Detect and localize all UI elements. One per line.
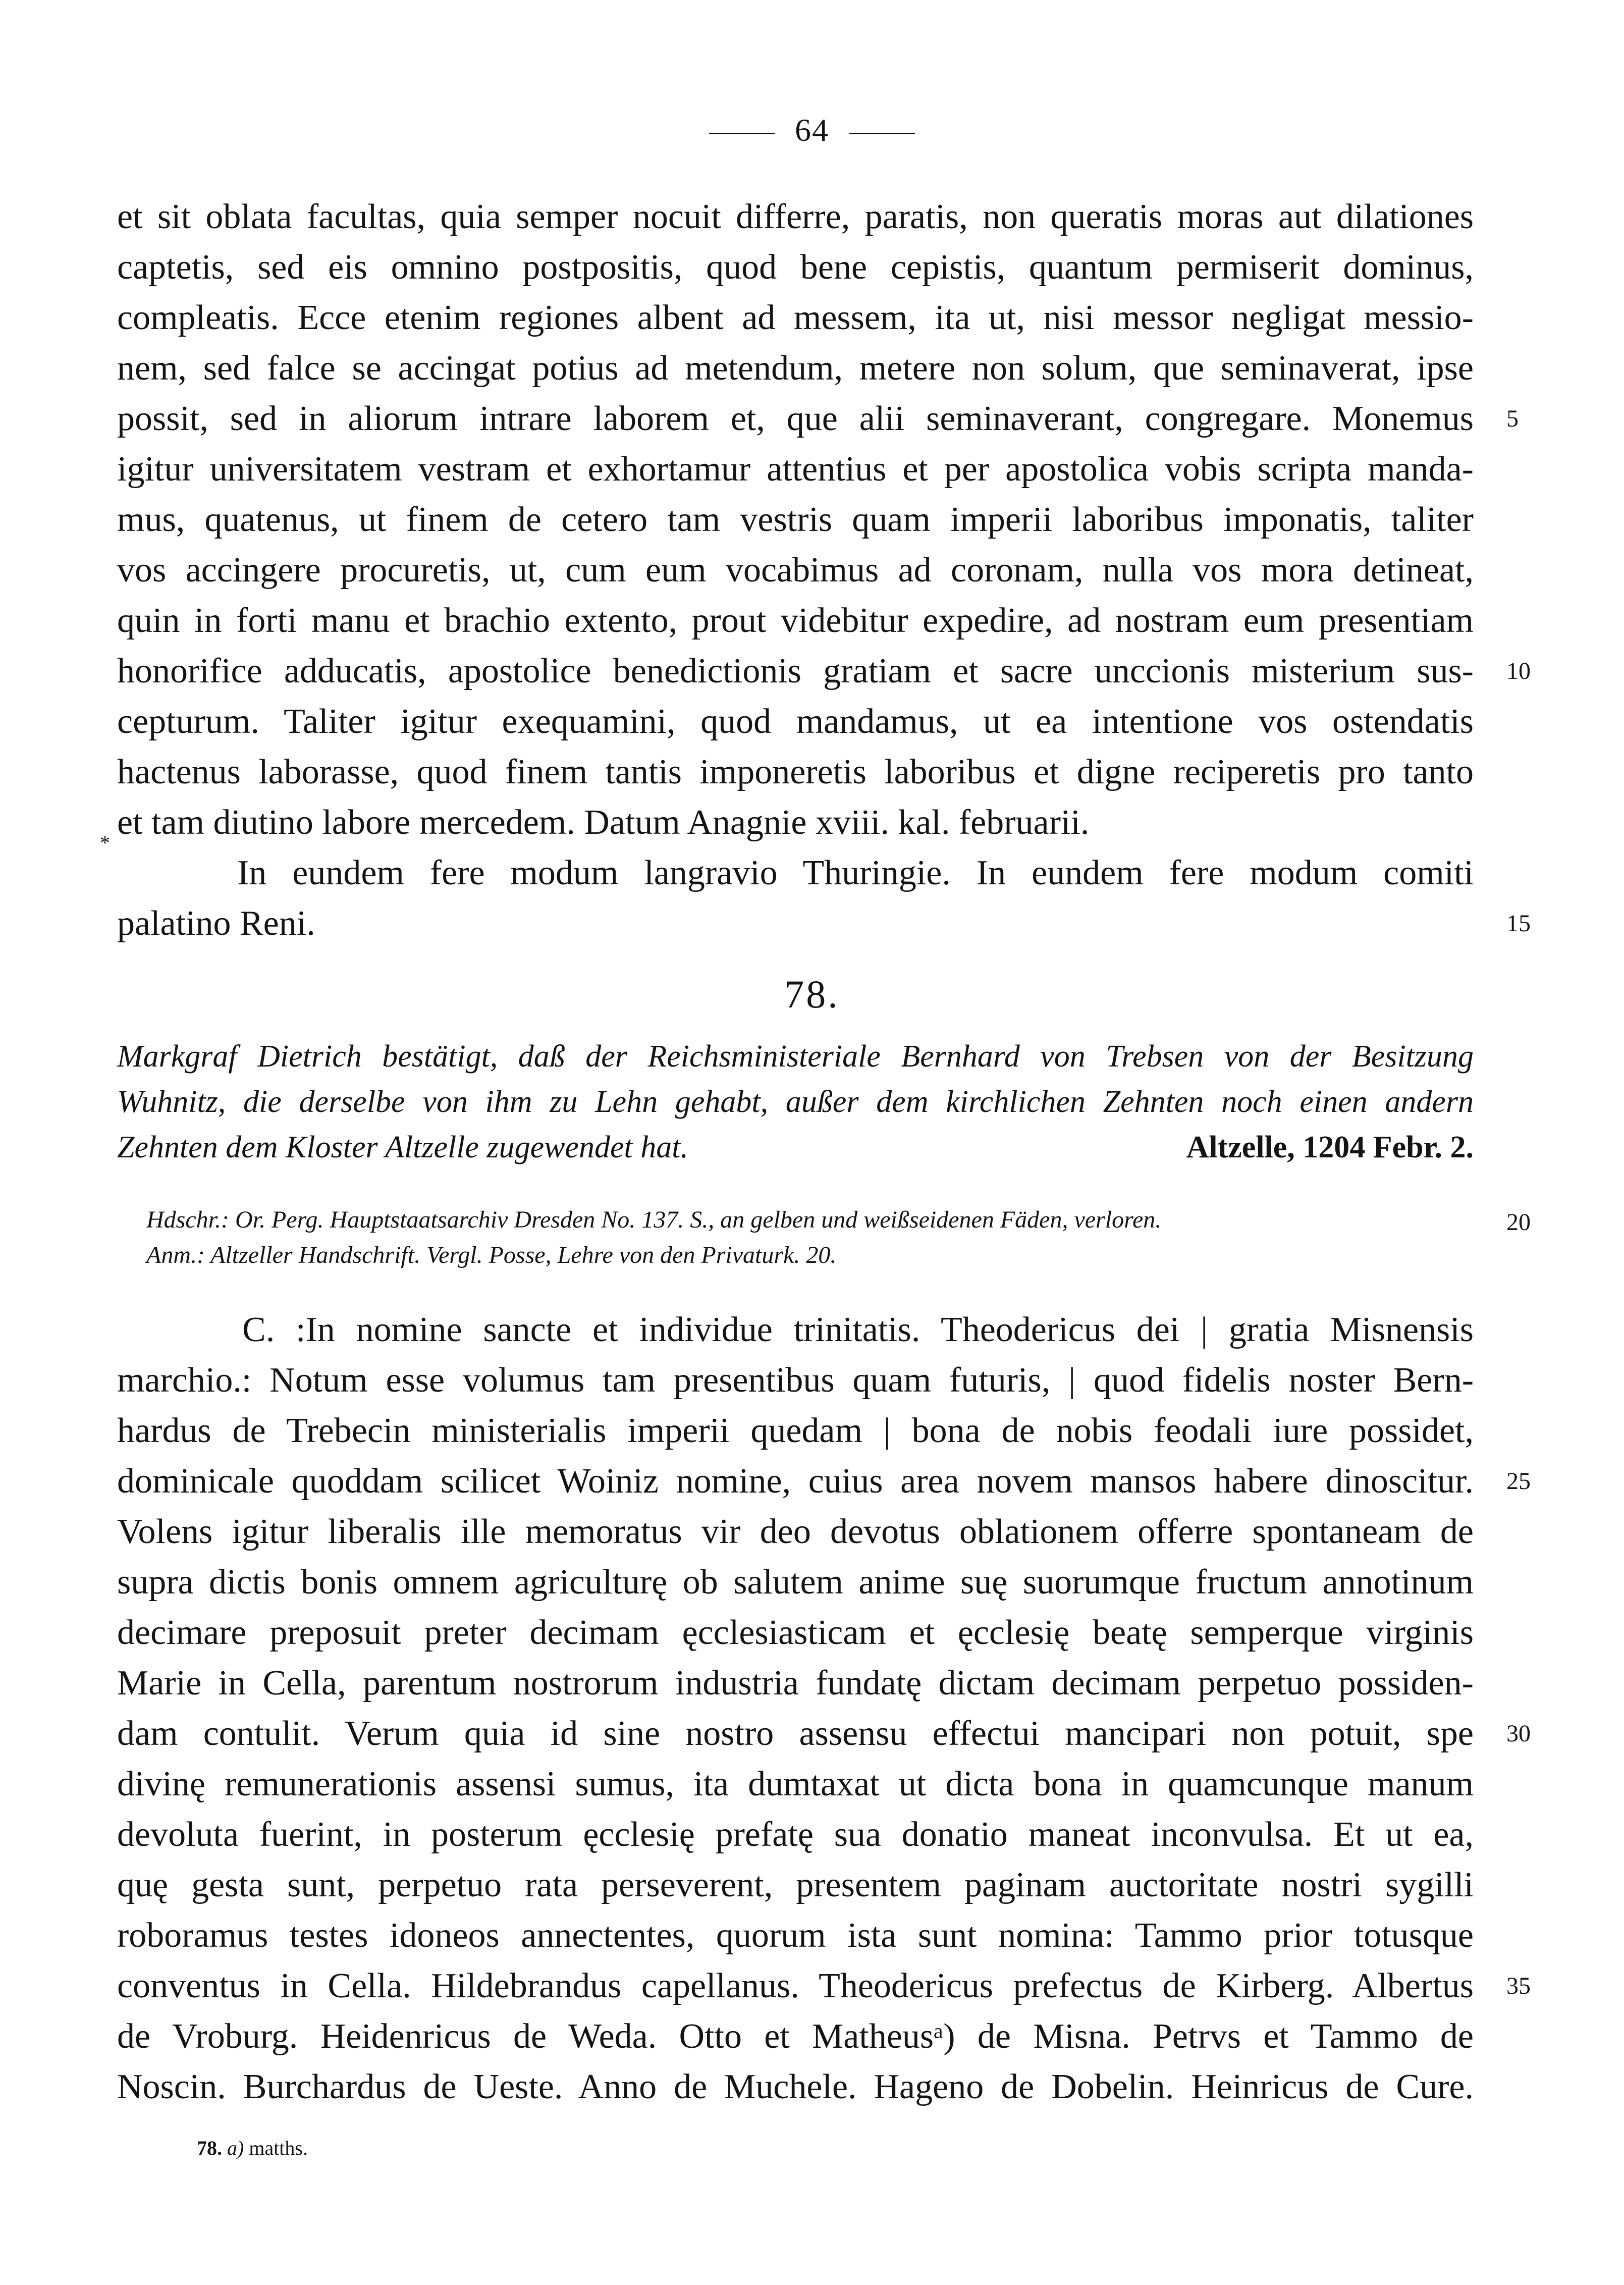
charter-line: roboramus testes idoneos annectentes, quorum ista sunt nomina: Tammo prior totusque	[117, 1916, 1474, 1955]
text-line: et sit oblata facultas, quia semper nocuit differre, paratis, non queratis moras aut dilationes	[117, 197, 1474, 236]
line-number: 25	[1506, 1468, 1531, 1495]
charter-line: quę gesta sunt, perpetuo rata perseverent, presentem paginam auctoritate nostri sygilli	[117, 1866, 1474, 1904]
text-line: captetis, sed eis omnino postpositis, quod bene cepistis, quantum permiserit dominus,	[117, 248, 1474, 287]
text-line: hactenus laborasse, quod finem tantis imponeretis laboribus et digne reciperetis pro tanto	[117, 753, 1474, 791]
text-line: quin in forti manu et brachio extento, prout videbitur expedire, ad nostram eum presentiam	[117, 601, 1474, 640]
footnote-letter: a)	[227, 2137, 244, 2159]
charter-line: C. :In nomine sancte et individue trinitatis. Theodericus dei | gratia Misnensis	[242, 1310, 1474, 1349]
charter-line: Volens igitur liberalis ille memoratus vir deo devotus oblationem offerre spontaneam de	[117, 1512, 1474, 1551]
margin-mark: *	[100, 831, 110, 854]
text-line: igitur universitatem vestram et exhortamur attentius et per apostolica vobis scripta manda-	[117, 450, 1474, 489]
text-line: nem, sed falce se accingat potius ad metendum, metere non solum, que seminaverat, ipse	[117, 349, 1474, 388]
regest-line: Zehnten dem Kloster Altzelle zugewendet hat.	[117, 1130, 688, 1164]
regest-line: Wuhnitz, die derselbe von ihm zu Lehn gehabt, außer dem kirchlichen Zehnten noch einen andern	[117, 1085, 1474, 1119]
footnote-number: 78.	[197, 2137, 222, 2159]
page-number: 64	[795, 112, 829, 148]
text-line: In eundem fere modum langravio Thuringie. In eundem fere modum comiti	[237, 854, 1474, 892]
charter-line: divinę remunerationis assensi sumus, ita dumtaxat ut dicta bona in quamcunque manum	[117, 1765, 1474, 1803]
footnote-text: matths.	[249, 2137, 308, 2159]
line-number: 30	[1506, 1720, 1531, 1747]
running-head	[0, 110, 1624, 150]
text-line: mus, quatenus, ut finem de cetero tam vestris quam imperii laboribus imponatis, taliter	[117, 500, 1474, 539]
line-number: 20	[1506, 1209, 1531, 1236]
line-number: 35	[1506, 1973, 1531, 1999]
regest-line: Markgraf Dietrich bestätigt, daß der Reichsministeriale Bernhard von Trebsen von der Besitzung	[117, 1039, 1474, 1074]
date-place: Altzelle, 1204 Febr. 2.	[1186, 1130, 1474, 1164]
header-dash-right	[849, 133, 915, 134]
text-line: honorifice adducatis, apostolice benedictionis gratiam et sacre unccionis misterium sus-	[117, 652, 1474, 690]
charter-line: decimare preposuit preter decimam ęcclesiasticam et ęcclesię beatę semperque virginis	[117, 1613, 1474, 1652]
document-number: 78.	[784, 972, 840, 1016]
footnote	[197, 2133, 308, 2163]
charter-line: supra dictis bonis omnem agriculturę ob salutem anime suę suorumque fructum annotinum	[117, 1563, 1474, 1602]
text-line: cepturum. Taliter igitur exequamini, quod mandamus, ut ea intentione vos ostendatis	[117, 702, 1474, 741]
line-number: 5	[1506, 405, 1519, 432]
charter-line: hardus de Trebecin ministerialis imperii quedam | bona de nobis feodali iure possidet,	[117, 1411, 1474, 1450]
line-number: 10	[1506, 658, 1531, 684]
text-line: et tam diutino labore mercedem. Datum Anagnie xviii. kal. februarii.	[117, 803, 1090, 842]
text-line: possit, sed in aliorum intrare laborem et, que alii seminaverant, congregare. Monemus	[117, 399, 1474, 438]
charter-line: devoluta fuerint, in posterum ęcclesię prefatę sua donatio maneat inconvulsa. Et ut ea,	[117, 1815, 1474, 1854]
charter-line: conventus in Cella. Hildebrandus capellanus. Theodericus prefectus de Kirberg. Albertus	[117, 1967, 1474, 2005]
header-dash-left	[709, 133, 775, 134]
text-line: compleatis. Ecce etenim regiones albent ad messem, ita ut, nisi messor negligat messio-	[117, 298, 1474, 337]
line-number: 15	[1506, 910, 1531, 937]
charter-line: dominicale quoddam scilicet Woiniz nomine, cuius area novem mansos habere dinoscitur.	[117, 1462, 1474, 1501]
apparatus-line: Anm.: Altzeller Handschrift. Vergl. Posse, Lehre von den Privaturk. 20.	[146, 1242, 837, 1268]
text-line: palatino Reni.	[117, 904, 315, 943]
charter-line: de Vroburg. Heidenricus de Weda. Otto et Matheusᵃ) de Misna. Petrvs et Tammo de	[117, 2017, 1474, 2056]
apparatus-line: Hdschr.: Or. Perg. Hauptstaatsarchiv Dresden No. 137. S., an gelben und weißseidenen Fäden, verloren.	[146, 1206, 1162, 1233]
charter-line: Noscin. Burchardus de Ueste. Anno de Muchele. Hageno de Dobelin. Heinricus de Cure.	[117, 2067, 1474, 2106]
charter-line: dam contulit. Verum quia id sine nostro assensu effectui mancipari non potuit, spe	[117, 1714, 1474, 1753]
charter-line: Marie in Cella, parentum nostrorum industria fundatę dictam decimam perpetuo possiden-	[117, 1664, 1474, 1703]
text-line: vos accingere procuretis, ut, cum eum vocabimus ad coronam, nulla vos mora detineat,	[117, 551, 1474, 590]
charter-line: marchio.: Notum esse volumus tam presentibus quam futuris, | quod fidelis noster Bern-	[117, 1361, 1474, 1400]
